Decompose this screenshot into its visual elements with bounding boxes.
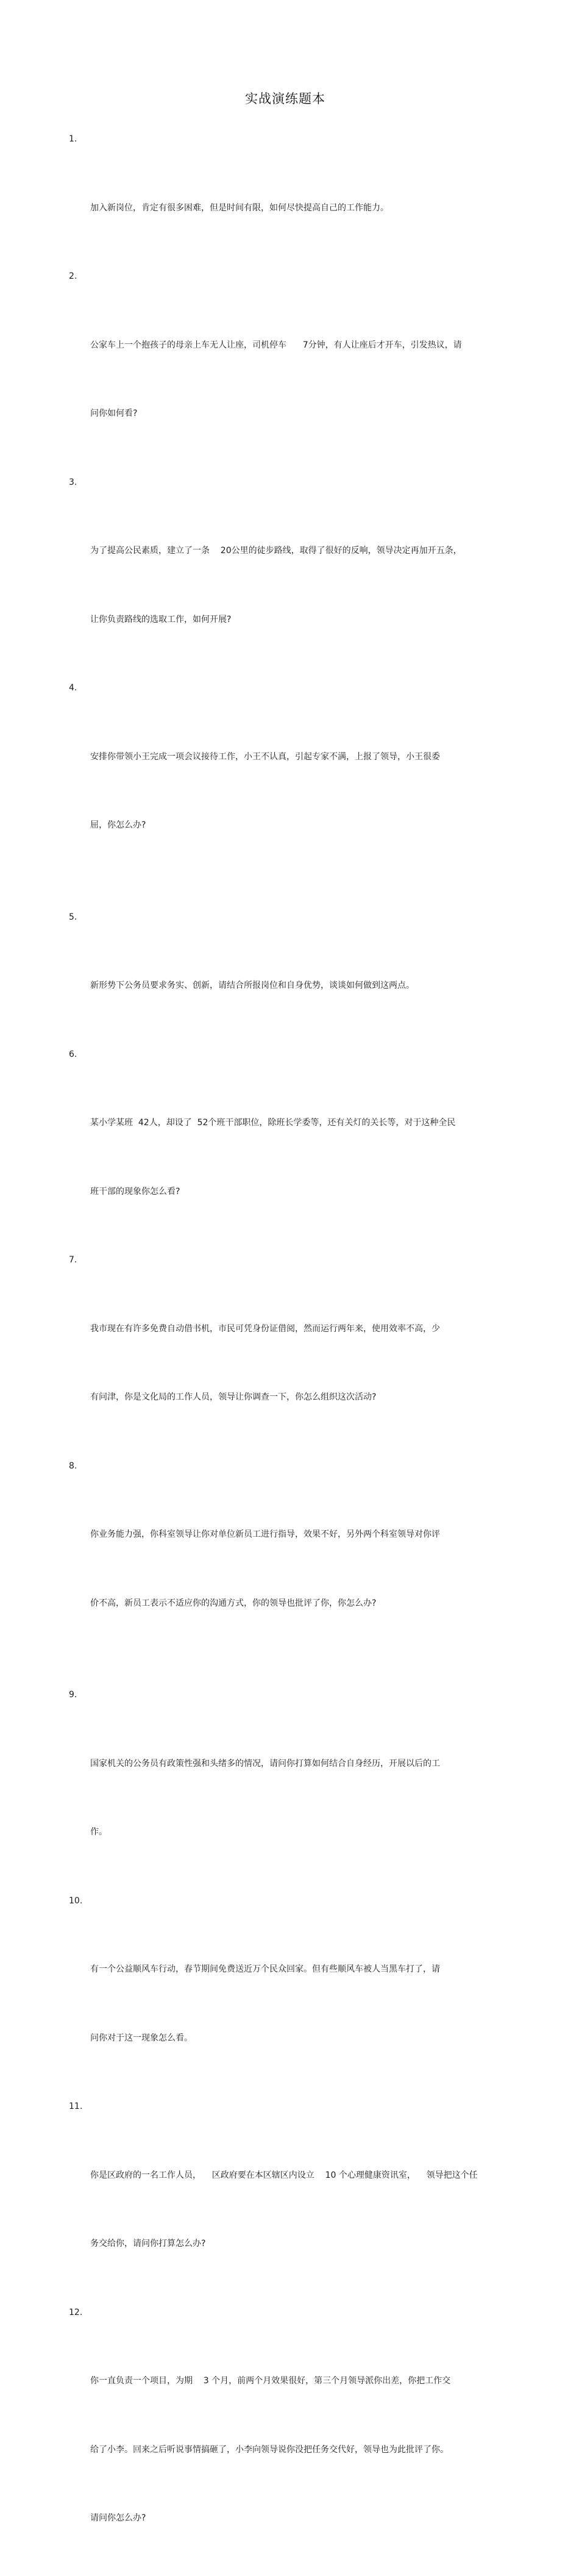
question-8 <box>69 1455 520 1661</box>
question-text-line: 加入新岗位，肯定有很多困难，但是时间有限，如何尽快提高自己的工作能力。 <box>90 202 389 213</box>
question-number: 8. <box>69 1461 77 1471</box>
question-text-line: 你一直负责一个项目，为期 3 个月，前两个月效果很好，第三个月领导派你出差，你把工作交 <box>90 2376 451 2386</box>
page-title: 实战演练题本 <box>245 91 325 106</box>
question-number: 5. <box>69 912 77 922</box>
question-number: 6. <box>69 1049 77 1059</box>
question-2 <box>69 265 520 471</box>
question-9 <box>69 1684 520 1890</box>
question-text-line: 你业务能力强，你科室领导让你对单位新员工进行指导，效果不好，另外两个科室领导对你评 <box>90 1530 440 1539</box>
question-number: 3. <box>69 477 77 487</box>
question-text-line: 请问你怎么办? <box>90 2513 146 2523</box>
question-text-line: 问你如何看? <box>90 409 138 418</box>
question-text-line: 为了提高公民素质，建立了一条 20公里的徒步路线，取得了很好的反响，领导决定再加开五条， <box>90 546 462 556</box>
question-number: 12. <box>69 2307 83 2317</box>
question-text-line: 给了小李。回来之后听说事情搞砸了，小李向领导说你没把任务交代好，领导也为此批评了你。 <box>90 2444 449 2455</box>
question-text-line: 有问津，你是文化局的工作人员，领导让你调查一下，你怎么组织这次活动? <box>90 1392 377 1402</box>
question-text-line: 公家车上一个抱孩子的母亲上车无人让座，司机停车 7分钟，有人让座后才开车，引发热议，请 <box>90 340 462 350</box>
question-5 <box>69 906 520 1043</box>
question-11 <box>69 2095 520 2302</box>
question-number: 11. <box>69 2102 83 2111</box>
question-text-line: 安排你带领小王完成一项会议接待工作，小王不认真，引起专家不满，上报了领导，小王很委 <box>90 751 440 762</box>
question-text-line: 新形势下公务员要求务实、创新，请结合所报岗位和自身优势，谈谈如何做到这两点。 <box>90 981 414 990</box>
question-number: 9. <box>69 1690 77 1700</box>
question-text-line: 屈，你怎么办? <box>90 820 146 830</box>
question-text-line: 我市现在有许多免费自动借书机，市民可凭身份证借阅，然而运行两年来，使用效率不高，少 <box>90 1323 440 1334</box>
question-text-line: 作。 <box>90 1827 107 1837</box>
question-6 <box>69 1043 520 1250</box>
question-text-line: 国家机关的公务员有政策性强和头绪多的情况，请问你打算如何结合自身经历，开展以后的工 <box>90 1758 440 1769</box>
question-text-line: 有一个公益顺风车行动，春节期间免费送近万个民众回家。但有些顺风车被人当黑车打了，请 <box>90 1964 440 1974</box>
question-text-line: 价不高，新员工表示不适应你的沟通方式，你的领导也批评了你，你怎么办? <box>90 1598 377 1608</box>
question-text-line: 务交给你，请问你打算怎么办? <box>90 2239 206 2249</box>
question-number: 1. <box>69 134 77 144</box>
question-10 <box>69 1890 520 2096</box>
question-text-line: 问你对于这一现象怎么看。 <box>90 2033 193 2043</box>
question-4 <box>69 677 520 883</box>
question-text-line: 某小学某班 42人，却设了 52个班干部职位，除班长学委等，还有关灯的关长等，对于这种全民 <box>90 1118 456 1128</box>
question-number: 4. <box>69 683 77 693</box>
question-text-line: 班干部的现象你怎么看? <box>90 1186 180 1197</box>
question-number: 2. <box>69 271 77 281</box>
question-number: 10. <box>69 1895 83 1906</box>
question-7 <box>69 1249 520 1455</box>
question-12 <box>69 2302 520 2576</box>
question-list <box>69 128 520 2576</box>
question-1 <box>69 128 520 265</box>
question-text-line: 让你负责路线的选取工作，如何开展? <box>90 614 232 624</box>
question-3 <box>69 471 520 678</box>
question-text-line: 你是区政府的一名工作人员， 区政府要在本区辖区内设立 10 个心理健康资讯室， 领导把这个任 <box>90 2170 478 2180</box>
question-number: 7. <box>69 1255 77 1265</box>
